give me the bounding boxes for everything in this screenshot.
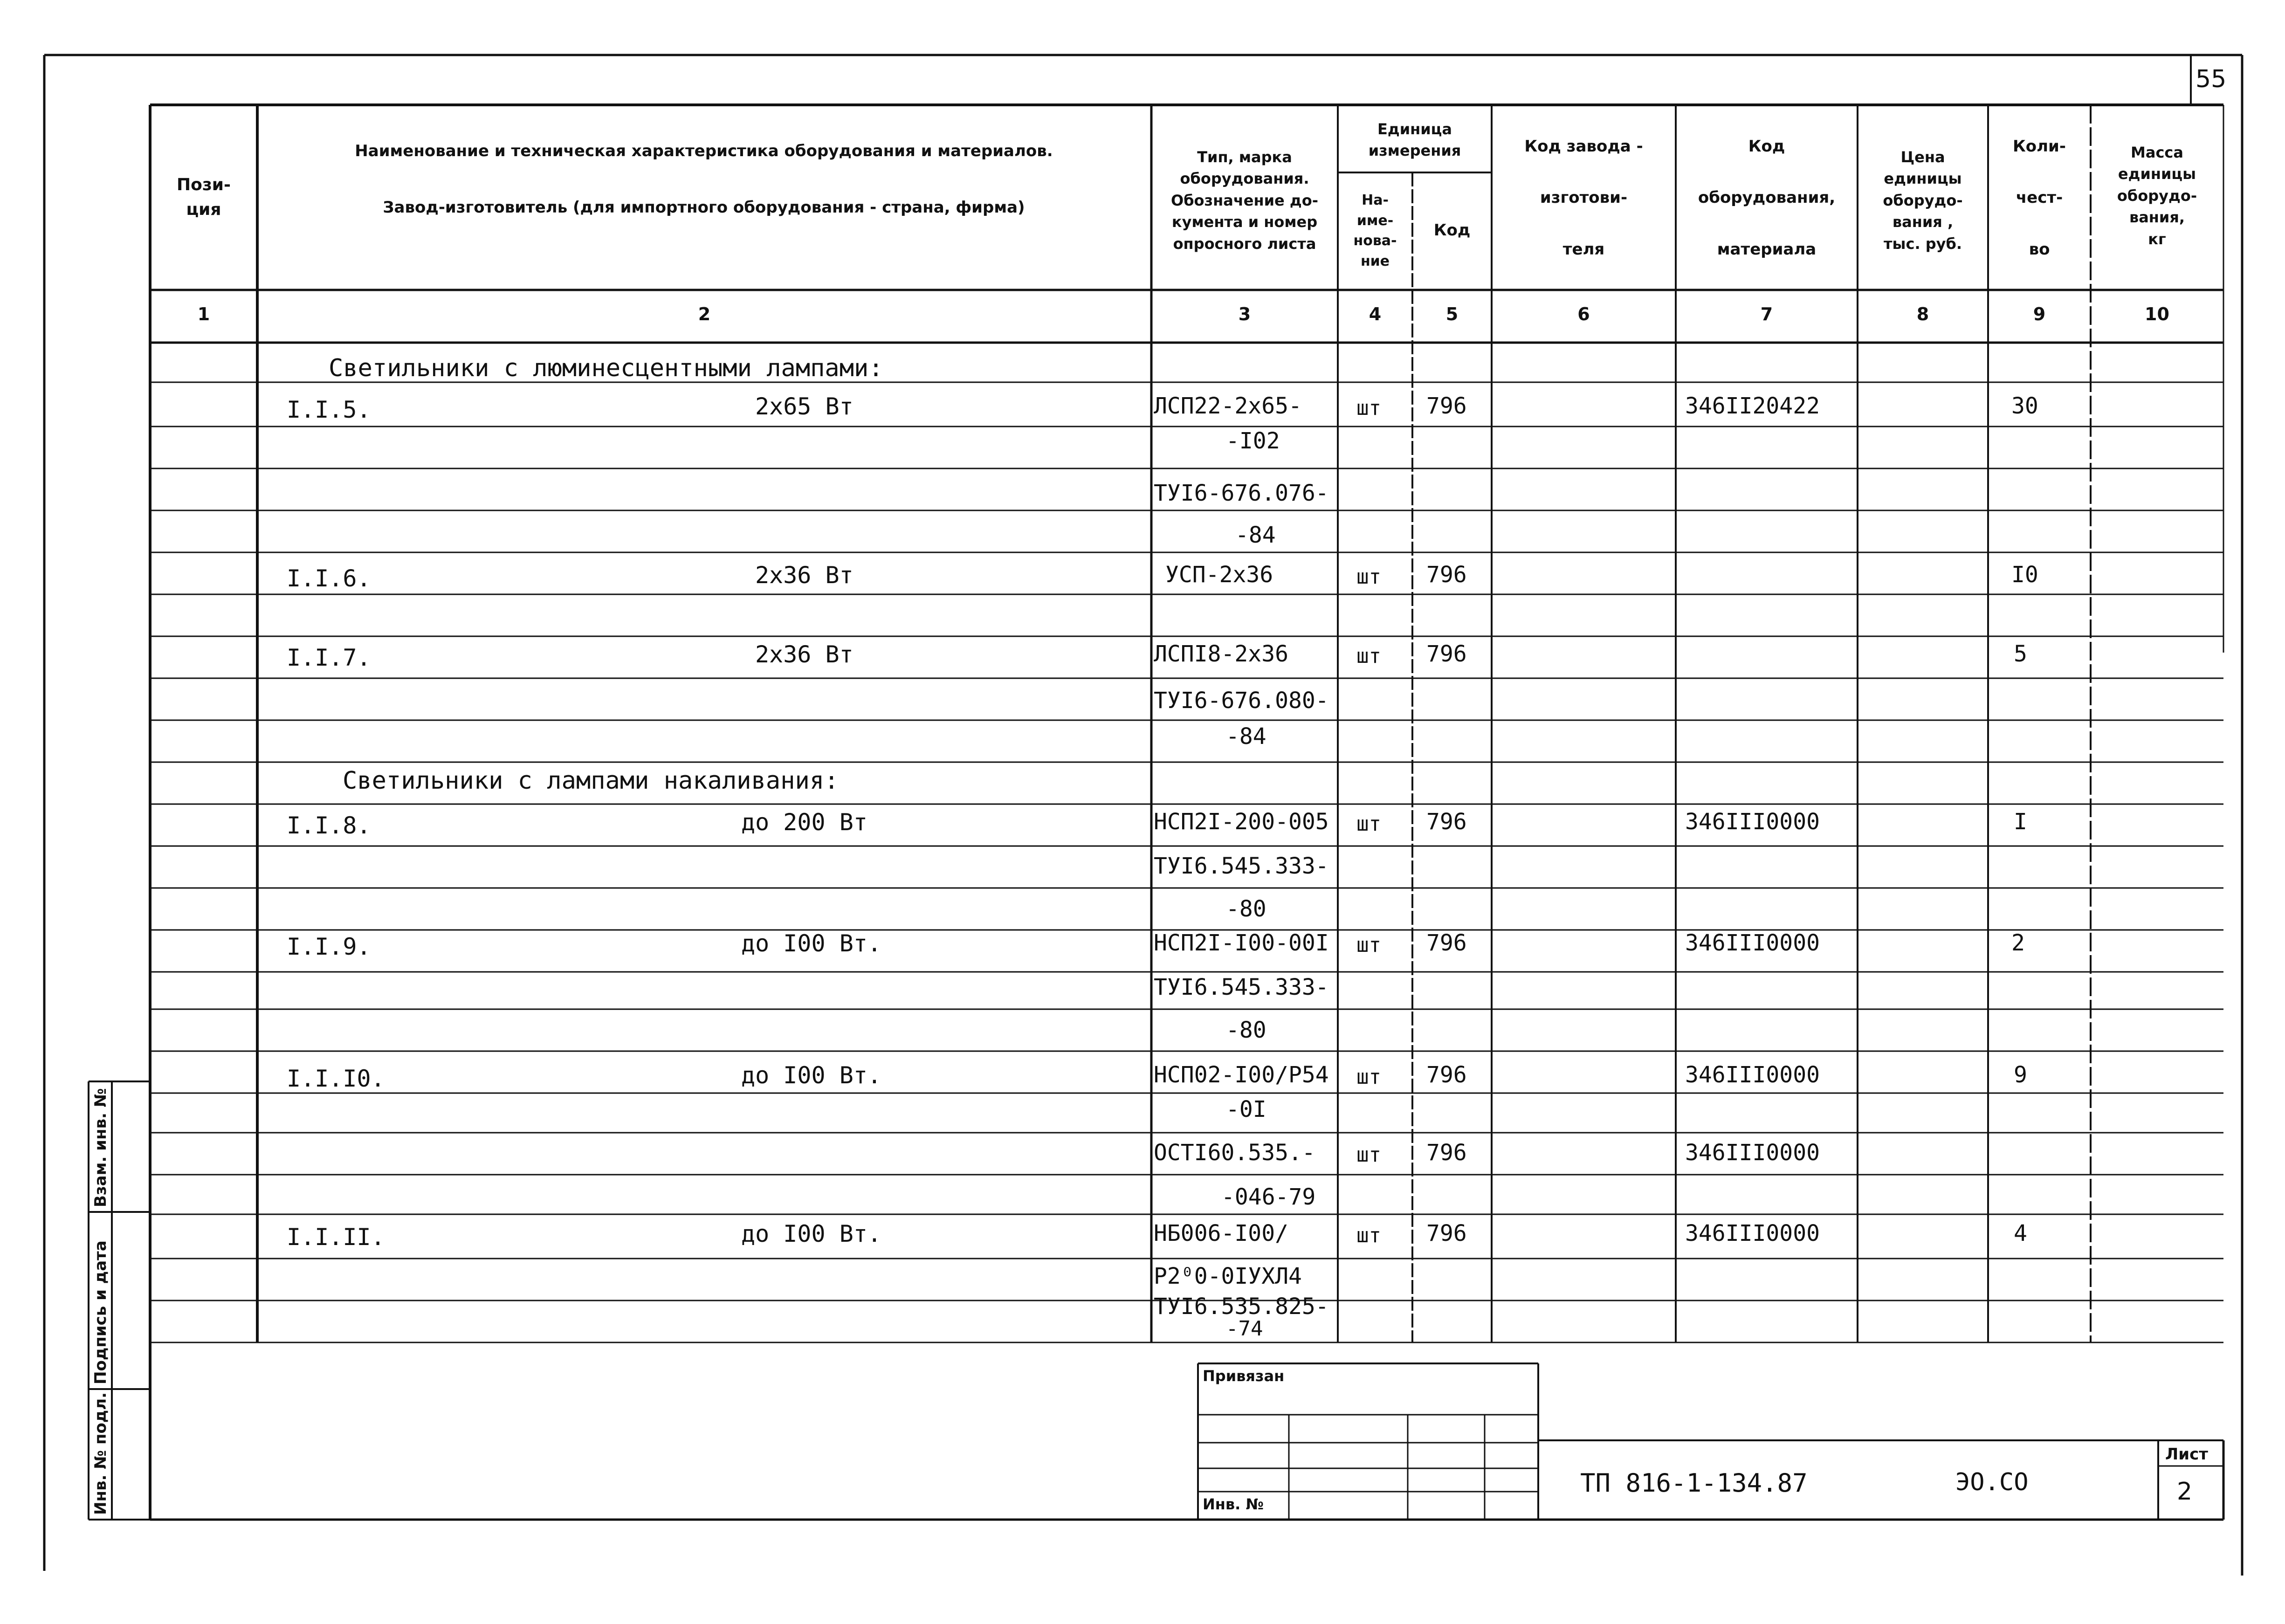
row-type: -80 bbox=[1226, 1017, 1266, 1043]
col-number: 1 bbox=[197, 304, 210, 324]
row-unit: шт bbox=[1356, 1224, 1381, 1247]
header-type: Тип, марка оборудования. Обозначение до- кумента и номер опросного листа bbox=[1171, 148, 1318, 253]
row-description: 2x36 Вт bbox=[755, 641, 853, 668]
row-position: I.I.5. bbox=[287, 396, 371, 423]
row-type: ТУI6.545.333- bbox=[1154, 853, 1329, 879]
col-number: 8 bbox=[1916, 304, 1929, 324]
row-quantity: 4 bbox=[2014, 1220, 2027, 1246]
header-unit-group: Единица измерения bbox=[1368, 120, 1461, 159]
header-position: Пози- ция bbox=[177, 175, 231, 219]
row-unit: шт bbox=[1356, 812, 1381, 836]
row-material-code: 346III0000 bbox=[1685, 1062, 1820, 1088]
row-position: I.I.8. bbox=[287, 812, 371, 839]
row-position: I.I.6. bbox=[287, 565, 371, 592]
row-position: I.I.I0. bbox=[287, 1065, 385, 1092]
row-material-code: 346III0000 bbox=[1685, 809, 1820, 835]
row-unit-code: 796 bbox=[1426, 562, 1467, 588]
header-material-code: Код оборудования, материала bbox=[1698, 137, 1836, 259]
row-material-code: 346III0000 bbox=[1685, 1140, 1820, 1166]
row-type: НСП2I-200-005 bbox=[1154, 809, 1329, 835]
row-quantity: I0 bbox=[2011, 562, 2038, 588]
row-description: до I00 Вт. bbox=[741, 1220, 882, 1247]
row-quantity: 30 bbox=[2011, 393, 2038, 419]
row-unit: шт bbox=[1356, 1143, 1381, 1167]
header-factory-code: Код завода - изготови- теля bbox=[1524, 137, 1643, 259]
row-type: ОСТI60.535.- bbox=[1154, 1140, 1315, 1166]
header-price: Цена единицы оборудо- вания , тыс. руб. bbox=[1883, 148, 1963, 253]
row-unit-code: 796 bbox=[1426, 641, 1467, 667]
row-unit-code: 796 bbox=[1426, 393, 1467, 419]
row-unit: шт bbox=[1356, 396, 1381, 420]
row-type: ТУI6.535.825- bbox=[1154, 1294, 1329, 1320]
sheet-label: Лист bbox=[2165, 1445, 2208, 1464]
row-description: 2x65 Вт bbox=[755, 393, 853, 420]
row-unit-code: 796 bbox=[1426, 930, 1467, 956]
col-number: 10 bbox=[2145, 304, 2169, 324]
section-code: ЭО.СО bbox=[1955, 1468, 2029, 1496]
side-label-replace-inv: Взам. инв. № bbox=[91, 1088, 110, 1207]
row-type: -0I bbox=[1226, 1096, 1266, 1122]
row-type: НСП02-I00/Р54 bbox=[1154, 1062, 1329, 1088]
row-type: ТУI6-676.076- bbox=[1154, 480, 1329, 506]
row-quantity: 9 bbox=[2014, 1062, 2027, 1088]
col-number: 3 bbox=[1238, 304, 1251, 324]
sheet-number: 2 bbox=[2177, 1478, 2193, 1506]
row-unit: шт bbox=[1356, 1065, 1381, 1089]
row-type: НБ006-I00/ bbox=[1154, 1220, 1288, 1246]
row-material-code: 346III0000 bbox=[1685, 1220, 1820, 1246]
col-number: 5 bbox=[1445, 304, 1459, 324]
row-unit: шт bbox=[1356, 644, 1381, 668]
col-number: 9 bbox=[2033, 304, 2046, 324]
row-description: до I00 Вт. bbox=[741, 930, 882, 957]
row-type: -046-79 bbox=[1221, 1184, 1316, 1210]
page-number: 55 bbox=[2196, 65, 2227, 93]
row-type: Р2⁰0-0IУХЛ4 bbox=[1154, 1263, 1302, 1289]
row-type: -I02 bbox=[1226, 428, 1280, 454]
header-quantity: Коли- чест- во bbox=[2013, 137, 2066, 259]
col-number: 6 bbox=[1577, 304, 1590, 324]
row-description: до 200 Вт bbox=[741, 809, 867, 836]
header-mass: Масса единицы оборудо- вания, кг bbox=[2117, 144, 2197, 248]
row-description: 2x36 Вт bbox=[755, 562, 853, 589]
header-unit-code: Код bbox=[1433, 221, 1471, 240]
row-position: I.I.7. bbox=[287, 644, 371, 671]
row-unit: шт bbox=[1356, 565, 1381, 589]
row-material-code: 346III0000 bbox=[1685, 930, 1820, 956]
row-position: I.I.9. bbox=[287, 933, 371, 960]
row-unit-code: 796 bbox=[1426, 809, 1467, 835]
row-type: ТУI6.545.333- bbox=[1154, 974, 1329, 1000]
section-heading-fluorescent: Светильники с люминесцентными лампами: bbox=[329, 354, 883, 382]
row-quantity: 2 bbox=[2011, 930, 2025, 956]
row-position: I.I.II. bbox=[287, 1224, 385, 1251]
row-type: -74 bbox=[1226, 1317, 1263, 1341]
side-label-signature-date: Подпись и дата bbox=[91, 1240, 110, 1384]
stamp-privyazan: Привязан bbox=[1203, 1367, 1285, 1385]
document-code: ТП 816-1-134.87 bbox=[1580, 1468, 1808, 1498]
row-unit-code: 796 bbox=[1426, 1140, 1467, 1166]
row-type: УСП-2х36 bbox=[1165, 562, 1273, 588]
col-number: 2 bbox=[698, 304, 711, 324]
section-heading-incandescent: Светильники с лампами накаливания: bbox=[343, 767, 839, 795]
header-name: Наименование и техническая характеристика оборудования и материалов. Завод-изготовитель (для импортного оборудования - страна, фирма) bbox=[355, 142, 1053, 217]
row-unit: шт bbox=[1356, 933, 1381, 957]
row-description: до I00 Вт. bbox=[741, 1062, 882, 1089]
side-label-inv-original: Инв. № подл. bbox=[91, 1392, 110, 1515]
header-unit-name: На- име- нова- ние bbox=[1353, 192, 1397, 269]
row-quantity: 5 bbox=[2014, 641, 2027, 667]
row-unit-code: 796 bbox=[1426, 1220, 1467, 1246]
row-type: НСП2I-I00-00I bbox=[1154, 930, 1329, 956]
row-type: -84 bbox=[1226, 723, 1266, 750]
stamp-inv-no: Инв. № bbox=[1203, 1495, 1264, 1513]
row-type: -80 bbox=[1226, 896, 1266, 922]
col-number: 7 bbox=[1760, 304, 1773, 324]
row-type: ЛСП22-2х65- bbox=[1154, 393, 1302, 419]
row-unit-code: 796 bbox=[1426, 1062, 1467, 1088]
row-quantity: I bbox=[2014, 809, 2027, 835]
row-type: ЛСПI8-2х36 bbox=[1154, 641, 1288, 667]
row-type: -84 bbox=[1235, 522, 1276, 548]
col-number: 4 bbox=[1369, 304, 1382, 324]
row-material-code: 346II20422 bbox=[1685, 393, 1820, 419]
row-type: ТУI6-676.080- bbox=[1154, 688, 1329, 714]
